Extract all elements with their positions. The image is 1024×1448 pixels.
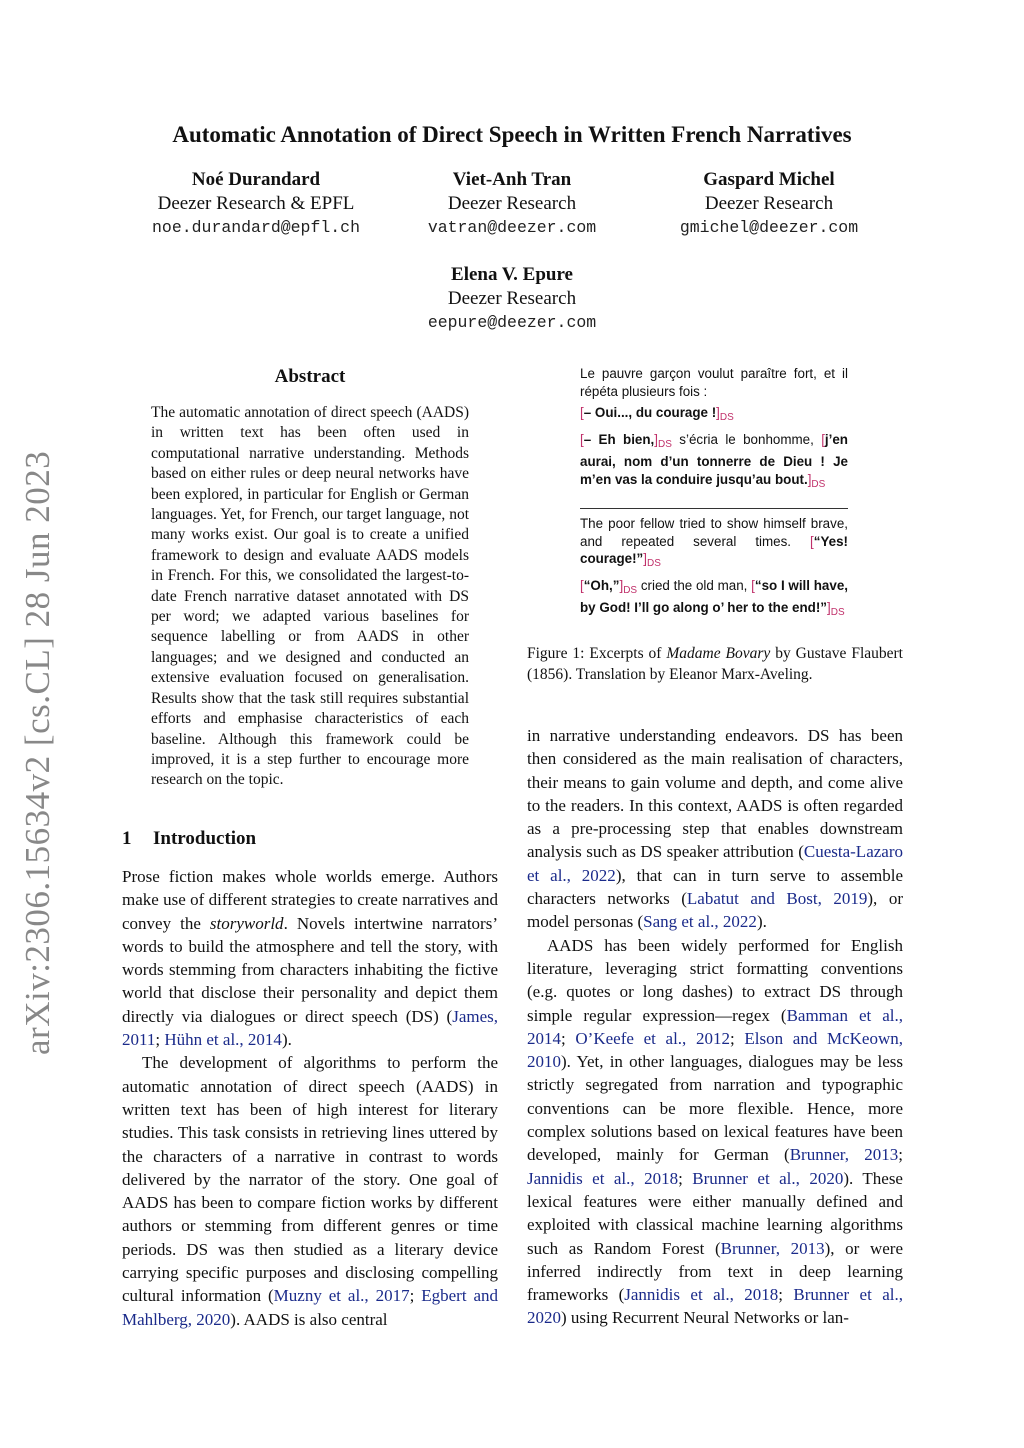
citation-link[interactable]: Brunner et al., 2020 bbox=[527, 1285, 903, 1328]
figure-translation bbox=[580, 515, 848, 626]
author-affiliation: Deezer Research bbox=[447, 288, 577, 309]
paragraph: Prose fiction makes whole worlds emerge. Authors make use of different strategies to create narratives and convey the storyworld. Novels intertwine narrators’ words to build the atmosphere and tell the story, with words stemming from characters inhabiting the fictive world that disclose their personality and depict them directly via dialogues or direct speech (DS) (James, 2011; Hühn et al., 2014). bbox=[122, 867, 498, 1050]
paper-title: Automatic Annotation of Direct Speech in Written French Narratives bbox=[172, 122, 852, 147]
author-name: Elena V. Epure bbox=[451, 264, 573, 285]
figure-caption: Figure 1: Excerpts of Madame Bovary by Gustave Flaubert (1856). Translation by Eleanor Marx-Aveling. bbox=[527, 645, 903, 683]
paragraph: AADS has been widely performed for English literature, leveraging strict formatting conventions (e.g. quotes or long dashes) to extract DS through simple regular expression—regex (Bamman et al., 2014; O’Keefe et al., 2012; Elson and McKeown, 2010). Yet, in other languages, dialogues may be less strictly segregated from narration and typographic conventions can be more flexible. Hence, more complex solutions based on lexical features have been developed, mainly for German (Brunner, 2013; Jannidis et al., 2018; Brunner et al., 2020). These lexical features were either manually defined and exploited with classical machine learning algorithms such as Random Forest (Brunner, 2013), or were inferred indirectly from text in deep learning frameworks (Jannidis et al., 2018; Brunner et al., 2020) using Recurrent Neural Networks or lan- bbox=[527, 935, 903, 1328]
abstract-heading: Abstract bbox=[274, 366, 346, 387]
author-block bbox=[106, 168, 406, 240]
citation-link[interactable]: O’Keefe et al., 2012 bbox=[575, 1028, 730, 1048]
section-number: 1 bbox=[122, 828, 132, 849]
author-name: Viet-Anh Tran bbox=[452, 169, 572, 190]
author-email: noe.durandard@epfl.ch bbox=[152, 218, 360, 237]
paragraph: The development of algorithms to perform the automatic annotation of direct speech (AADS) in written text has been of high interest for literary studies. This task consists in retrieving lines uttered by the characters of a narrative in contrast to words delivered by the narrator of the story. One goal of AADS has been to compare fiction works by different authors or stemming from different genres or time periods. DS was then studied as a literary device carrying specific purposes and disclosing compelling cultural information (Muzny et al., 2017; Egbert and Mahlberg, 2020). AADS is also central bbox=[122, 1053, 499, 1329]
figure-french-line-1: [– Oui..., du courage $!]_{DS}$ bbox=[580, 405, 734, 423]
author-block bbox=[362, 168, 662, 240]
citation-link[interactable]: Jannidis et al., 2018 bbox=[527, 1168, 679, 1188]
citation-link[interactable]: Egbert and Mahlberg, 2020 bbox=[122, 1286, 499, 1329]
section-heading bbox=[122, 828, 256, 850]
author-affiliation: Deezer Research bbox=[447, 193, 577, 214]
figure-english-line-2: $[“Oh,”]_{DS}$ cried the old man, [“so I will have, by God! I’ll go along o’ her to the $end!”]_{DS}$ bbox=[580, 577, 848, 618]
citation-link[interactable]: Brunner et al., 2020 bbox=[692, 1168, 844, 1188]
figure-french-intro: Le pauvre garçon voulut paraître fort, et il répéta plusieurs fois : bbox=[580, 366, 848, 399]
author-email: vatran@deezer.com bbox=[427, 218, 597, 237]
citation-link[interactable]: Labatut and Bost, 2019 bbox=[686, 889, 868, 909]
arxiv-side-label: arXiv:2306.15634v2 [cs.CL] 28 Jun 2023 bbox=[18, 450, 57, 1055]
author-email: eepure@deezer.com bbox=[427, 313, 597, 332]
citation-link[interactable]: Hühn et al., 2014 bbox=[164, 1030, 282, 1050]
section-title: Introduction bbox=[153, 828, 257, 849]
citation-link[interactable]: Bamman et al., 2014 bbox=[527, 1005, 903, 1048]
citation-link[interactable]: Jannidis et al., 2018 bbox=[624, 1285, 779, 1305]
author-name: Gaspard Michel bbox=[703, 169, 835, 190]
figure-excerpt bbox=[580, 365, 848, 497]
abstract-text: The automatic annotation of direct speech (AADS) in written text has been often used in computational narrative understanding. Methods based on either rules or deep neural networks have been explored, in particular for English or German languages. Yet, for French, our target language, not many works exist. Our goal is to create a unified framework to design and evaluate AADS models in French. For this, we consolidated the largest-to-date French narrative dataset annotated with DS per word; we adapted various baselines for sequence labelling or from AADS in other languages; and we designed and conducted an extensive evaluation focused on generalisation. Results show that the task still requires substantial efforts and emphasise characteristics of each baseline. Although this framework could be improved, it is a step further to encourage more research on the topic. bbox=[151, 404, 469, 789]
left-column bbox=[122, 865, 498, 1331]
right-column bbox=[527, 724, 903, 1330]
figure-english-line-1: The poor fellow tried to show himself brave, and repeated several times. [“Yes! $courage!”]_{DS}$ bbox=[580, 516, 848, 569]
citation-link[interactable]: James, 2011 bbox=[122, 1006, 498, 1050]
author-affiliation: Deezer Research & EPFL bbox=[157, 193, 355, 214]
author-block bbox=[619, 168, 919, 240]
citation-link[interactable]: Elson and McKeown, 2010 bbox=[527, 1028, 903, 1072]
author-block bbox=[362, 263, 662, 335]
paragraph: in narrative understanding endeavors. DS has been then considered as the main realisation of characters, their means to gain volume and depth, and come alive to the readers. In this context, AADS is often regarded as a pre-processing step that enables downstream analysis such as DS speaker attribution (Cuesta-Lazaro et al., 2022), that can in turn serve to assemble characters networks (Labatut and Bost, 2019), or model personas (Sang et al., 2022). bbox=[527, 726, 903, 932]
citation-link[interactable]: Muzny et al., 2017 bbox=[273, 1286, 410, 1306]
citation-link[interactable]: Brunner, 2013 bbox=[720, 1238, 825, 1258]
figure-divider bbox=[580, 508, 848, 509]
author-email: gmichel@deezer.com bbox=[679, 218, 859, 237]
figure-french-line-2: [– Eh $bien,]_{DS}$ s’écria le bonhomme, [j’en aurai, nom d’un tonnerre de Dieu ! Je m’en vas la conduire jusqu’au $bout.]_{DS}$ bbox=[580, 431, 848, 490]
citation-link[interactable]: Cuesta-Lazaro et al., 2022 bbox=[527, 842, 903, 885]
author-name: Noé Durandard bbox=[191, 169, 321, 190]
citation-link[interactable]: Sang et al., 2022 bbox=[643, 912, 757, 932]
author-affiliation: Deezer Research bbox=[704, 193, 834, 214]
citation-link[interactable]: Brunner, 2013 bbox=[789, 1145, 899, 1165]
